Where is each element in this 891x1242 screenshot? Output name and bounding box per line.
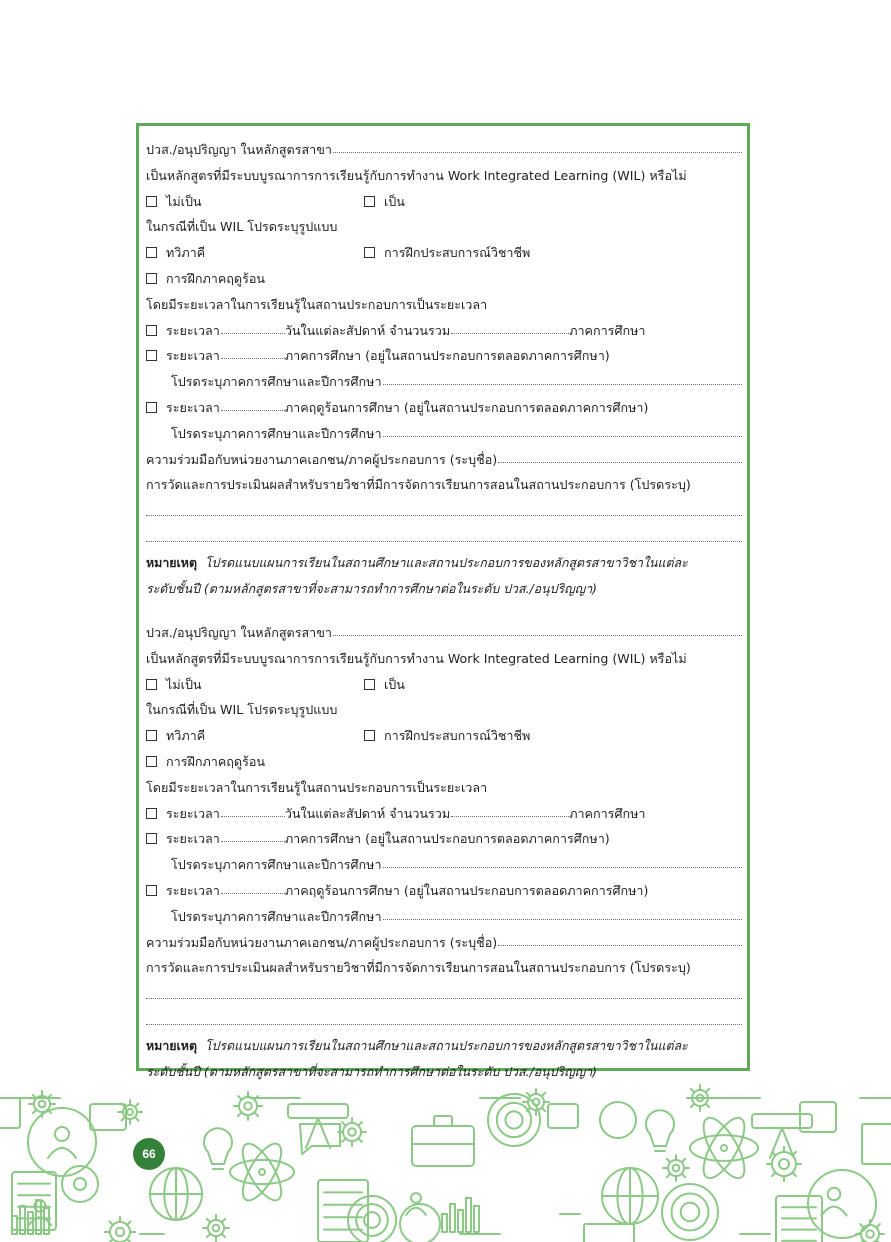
checkbox-icon[interactable] (364, 730, 375, 741)
form-block-2 (146, 620, 742, 1084)
checkbox-summer-label: การฝึกภาคฤดูร้อน (166, 270, 266, 286)
note-text-2: ระดับชั้นปี (ตามหลักสูตรสาขาที่จะสามารถทำการศึกษาต่อในระดับ ปวส./อนุปริญญา) (146, 1063, 598, 1079)
duration-weekly[interactable] (146, 318, 742, 344)
note-text-2: ระดับชั้นปี (ตามหลักสูตรสาขาที่จะสามารถทำการศึกษาต่อในระดับ ปวส./อนุปริญญา) (146, 580, 598, 596)
specify-term-blank[interactable] (383, 852, 742, 868)
cooperation-blank[interactable] (498, 447, 742, 463)
note-text: โปรดแนบแผนการเรียนในสถานศึกษาและสถานประกอบการของหลักสูตรสาขาวิชาในแต่ละ (204, 1037, 688, 1053)
briefcase-icon (412, 1116, 474, 1166)
lightbulb-icon (204, 1128, 232, 1169)
cooperation-label: ความร่วมมือกับหน่วยงานภาคเอกชน/ภาคผู้ประกอบการ (ระบุชื่อ) (146, 451, 498, 467)
specify-term-blank[interactable] (383, 421, 742, 437)
duration-full-term[interactable] (146, 343, 742, 369)
summer-blank[interactable] (221, 878, 285, 894)
duration-label: ระยะเวลา (166, 805, 220, 821)
checkbox-icon[interactable] (146, 402, 157, 413)
cooperation-blank[interactable] (498, 930, 742, 946)
program-field[interactable] (146, 620, 742, 646)
gear-icon (234, 1092, 262, 1120)
document-icon (318, 1180, 368, 1242)
checkbox-dual[interactable] (146, 728, 205, 743)
checkbox-summer[interactable] (146, 271, 265, 286)
program-label: ปวส./อนุปริญญา ในหลักสูตรสาขา (146, 142, 332, 157)
duration-unit: ภาคการศึกษา (569, 805, 646, 821)
assessment-prompt: การวัดและการประเมินผลสำหรับรายวิชาที่มีการจัดการเรียนการสอนในสถานประกอบการ (โปรดระบุ) (146, 960, 691, 976)
days-blank[interactable] (221, 801, 285, 817)
total-blank[interactable] (451, 318, 569, 334)
checkbox-icon[interactable] (146, 833, 157, 844)
duration-prompt: โดยมีระยะเวลาในการเรียนรู้ในสถานประกอบการเป็นระยะเวลา (146, 779, 488, 795)
assessment-blank-2[interactable] (146, 1007, 742, 1025)
checkbox-icon[interactable] (146, 756, 157, 767)
checkbox-icon[interactable] (146, 808, 157, 819)
specify-term-field[interactable] (146, 369, 742, 395)
summer-blank[interactable] (221, 395, 285, 411)
globe-icon (602, 1168, 658, 1224)
gear-icon (663, 1155, 689, 1181)
duration-summer[interactable] (146, 395, 742, 421)
specify-term-field[interactable] (146, 421, 742, 447)
footer-pattern (0, 1084, 891, 1242)
checkbox-dual[interactable] (146, 245, 205, 260)
note-label: หมายเหตุ (146, 554, 198, 570)
checkbox-icon[interactable] (364, 196, 375, 207)
document-icon (776, 1196, 822, 1242)
checkbox-is-wil[interactable] (364, 672, 405, 698)
term-blank[interactable] (221, 343, 285, 359)
duration-text: ภาคการศึกษา (อยู่ในสถานประกอบการตลอดภาคการศึกษา) (284, 348, 610, 364)
duration-label: ระยะเวลา (166, 348, 220, 364)
duration-text: ภาคฤดูร้อนการศึกษา (อยู่ในสถานประกอบการตลอดภาคการศึกษา) (284, 399, 649, 415)
gear-icon (203, 1215, 229, 1241)
checkbox-is-wil-label: เป็น (384, 193, 405, 209)
specify-term-label: โปรดระบุภาคการศึกษาและปีการศึกษา (171, 908, 382, 924)
wil-type-prompt: ในกรณีที่เป็น WIL โปรดระบุรูปแบบ (146, 219, 338, 235)
duration-label: ระยะเวลา (166, 831, 220, 847)
cooperation-field[interactable] (146, 930, 742, 956)
program-field[interactable] (146, 137, 742, 163)
checkbox-not-wil-label: ไม่เป็น (166, 193, 202, 209)
assessment-prompt: การวัดและการประเมินผลสำหรับรายวิชาที่มีการจัดการเรียนการสอนในสถานประกอบการ (โปรดระบุ) (146, 477, 691, 493)
assessment-blank-2[interactable] (146, 524, 742, 542)
checkbox-professional-label: การฝึกประสบการณ์วิชาชีพ (384, 245, 531, 261)
atom-icon (230, 1138, 294, 1206)
person-icon (48, 1127, 76, 1158)
checkbox-icon[interactable] (364, 247, 375, 258)
gear-icon (856, 1220, 884, 1242)
duration-label: ระยะเวลา (166, 882, 220, 898)
puzzle-icon (90, 1104, 126, 1130)
total-blank[interactable] (451, 801, 569, 817)
specify-term-field[interactable] (146, 852, 742, 878)
days-blank[interactable] (221, 318, 285, 334)
duration-summer[interactable] (146, 878, 742, 904)
checkbox-not-wil-label: ไม่เป็น (166, 676, 202, 692)
duration-full-term[interactable] (146, 826, 742, 852)
wil-type-prompt: ในกรณีที่เป็น WIL โปรดระบุรูปแบบ (146, 702, 338, 718)
checkbox-is-wil-label: เป็น (384, 676, 405, 692)
note-line-1 (146, 1033, 742, 1059)
specify-term-label: โปรดระบุภาคการศึกษาและปีการศึกษา (171, 857, 382, 873)
duration-unit: ภาคการศึกษา (569, 322, 646, 338)
gear-icon (767, 1147, 801, 1181)
target-icon (662, 1184, 718, 1240)
cooperation-label: ความร่วมมือกับหน่วยงานภาคเอกชน/ภาคผู้ประกอบการ (ระบุชื่อ) (146, 934, 498, 950)
tablet-icon (862, 1124, 891, 1164)
checkbox-not-wil[interactable] (146, 194, 202, 209)
specify-term-label: โปรดระบุภาคการศึกษาและปีการศึกษา (171, 425, 382, 441)
checkbox-professional-label: การฝึกประสบการณ์วิชาชีพ (384, 728, 531, 744)
duration-text: วันในแต่ละสัปดาห์ จำนวนรวม (284, 322, 451, 338)
checkbox-icon[interactable] (146, 730, 157, 741)
specify-term-field[interactable] (146, 904, 742, 930)
specify-term-label: โปรดระบุภาคการศึกษาและปีการศึกษา (171, 374, 382, 390)
assessment-blank-1[interactable] (146, 981, 742, 999)
checkbox-icon[interactable] (146, 885, 157, 896)
cooperation-field[interactable] (146, 447, 742, 473)
checkbox-icon[interactable] (146, 325, 157, 336)
specify-term-blank[interactable] (383, 904, 742, 920)
duration-text: ภาคฤดูร้อนการศึกษา (อยู่ในสถานประกอบการตลอดภาคการศึกษา) (284, 882, 649, 898)
checkbox-summer[interactable] (146, 754, 265, 769)
refresh-icon (600, 1102, 636, 1138)
form-block-1 (146, 137, 742, 601)
tablet-icon (0, 1098, 20, 1128)
wil-question: เป็นหลักสูตรที่มีระบบบูรณาการการเรียนรู้กับการทำงาน Work Integrated Learning (WIL) หรือไม่ (146, 650, 687, 666)
duration-prompt: โดยมีระยะเวลาในการเรียนรู้ในสถานประกอบการเป็นระยะเวลา (146, 296, 488, 312)
lightbulb-icon (646, 1110, 674, 1151)
target-icon (348, 1196, 396, 1242)
gear-icon (29, 1091, 55, 1117)
term-blank[interactable] (221, 826, 285, 842)
program-blank[interactable] (333, 137, 742, 153)
atom-icon (690, 1112, 758, 1184)
puzzle-icon (548, 1104, 578, 1128)
program-blank[interactable] (333, 620, 742, 636)
note-line-2 (146, 576, 742, 602)
checkbox-professional[interactable] (364, 240, 530, 266)
gear-icon (338, 1118, 366, 1146)
specify-term-blank[interactable] (383, 369, 742, 385)
globe-icon (150, 1168, 202, 1220)
checkbox-icon[interactable] (146, 247, 157, 258)
duration-label: ระยะเวลา (166, 399, 220, 415)
checkbox-summer-label: การฝึกภาคฤดูร้อน (166, 753, 266, 769)
checkbox-icon[interactable] (146, 196, 157, 207)
duration-text: วันในแต่ละสัปดาห์ จำนวนรวม (284, 805, 451, 821)
chart-icon (584, 1224, 634, 1242)
gear-icon (118, 1100, 142, 1124)
chat-bubble-icon (300, 1124, 340, 1154)
checkbox-icon[interactable] (146, 273, 157, 284)
wil-question: เป็นหลักสูตรที่มีระบบบูรณาการการเรียนรู้กับการทำงาน Work Integrated Learning (WIL) หรือไม่ (146, 167, 687, 183)
gear-icon (523, 1089, 549, 1115)
duration-weekly[interactable] (146, 801, 742, 827)
note-line-1 (146, 550, 742, 576)
checkbox-professional[interactable] (364, 723, 530, 749)
bar-chart-icon (442, 1198, 479, 1232)
checkbox-icon[interactable] (364, 679, 375, 690)
checkbox-is-wil[interactable] (364, 189, 405, 215)
person-icon (821, 1188, 846, 1216)
page-number-badge: 66 (133, 1138, 165, 1170)
duration-text: ภาคการศึกษา (อยู่ในสถานประกอบการตลอดภาคการศึกษา) (284, 831, 610, 847)
checkbox-dual-label: ทวิภาคี (166, 245, 206, 261)
checkbox-dual-label: ทวิภาคี (166, 728, 206, 744)
note-line-2 (146, 1059, 742, 1085)
program-label: ปวส./อนุปริญญา ในหลักสูตรสาขา (146, 625, 332, 640)
checkbox-icon[interactable] (146, 350, 157, 361)
circle-frame-icon (808, 1170, 876, 1238)
checkbox-icon[interactable] (146, 679, 157, 690)
checkbox-not-wil[interactable] (146, 677, 202, 692)
note-text: โปรดแนบแผนการเรียนในสถานศึกษาและสถานประกอบการของหลักสูตรสาขาวิชาในแต่ละ (204, 554, 688, 570)
note-label: หมายเหตุ (146, 1037, 198, 1053)
gear-icon (105, 1217, 135, 1242)
assessment-blank-1[interactable] (146, 498, 742, 516)
duration-label: ระยะเวลา (166, 322, 220, 338)
